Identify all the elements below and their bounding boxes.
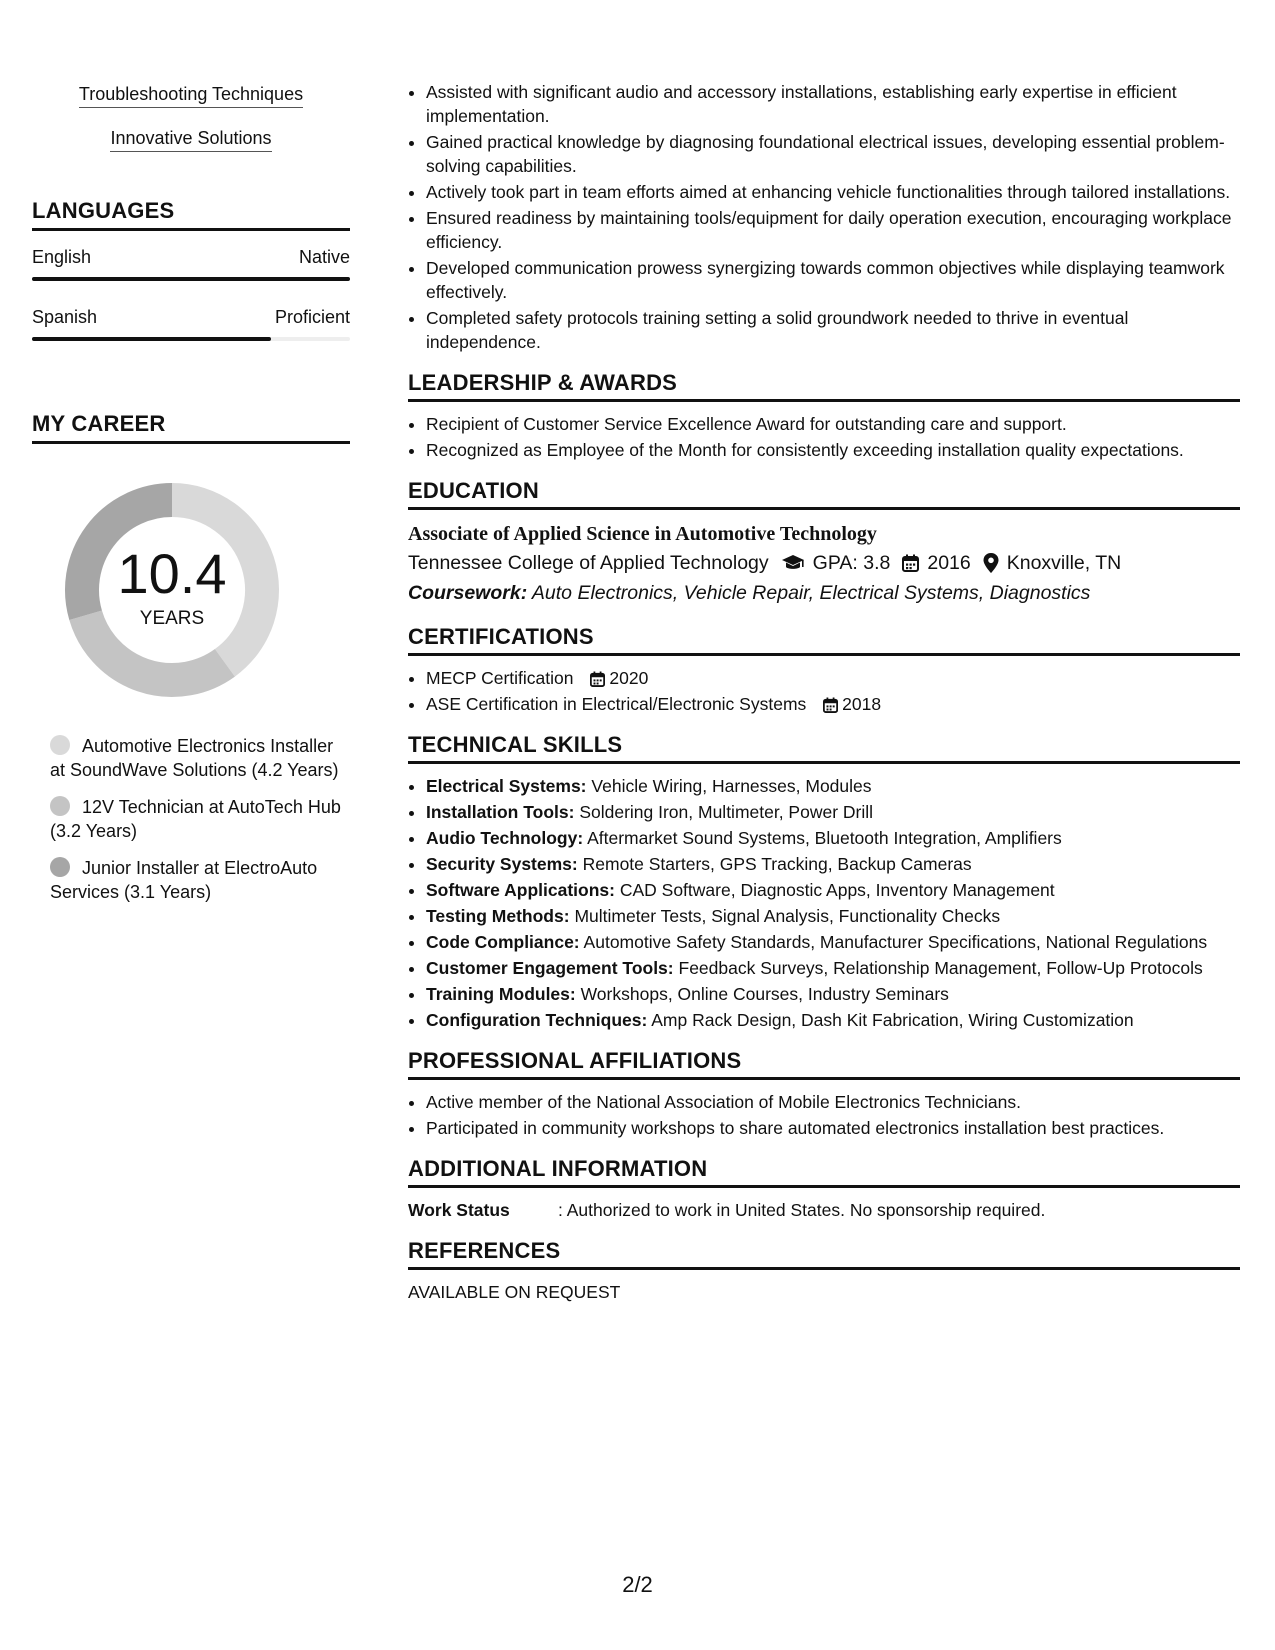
language-item (32, 307, 350, 341)
skill-value: Amp Rack Design, Dash Kit Fabrication, Wiring Customization (651, 1010, 1134, 1030)
career-legend-label: Junior Installer at ElectroAuto Services (3.1 Years) (50, 858, 318, 902)
technical-skills-list (408, 774, 1240, 1032)
coursework-label: Coursework: (408, 582, 528, 604)
skill-tag-label: Innovative Solutions (110, 126, 271, 152)
language-proficiency-fill (32, 337, 271, 341)
page-number: 2/2 (622, 1572, 653, 1597)
technical-skill-item (426, 878, 1240, 902)
skill-value: Workshops, Online Courses, Industry Seminars (580, 984, 949, 1004)
languages-title: LANGUAGES (32, 198, 350, 231)
career-title: MY CAREER (32, 411, 350, 444)
certifications-list (408, 666, 1240, 716)
technical-skill-item (426, 774, 1240, 798)
education-location: Knoxville, TN (1006, 552, 1122, 574)
technical-skill-item (426, 982, 1240, 1006)
calendar-icon (590, 671, 605, 687)
language-item (32, 247, 350, 281)
education-details (408, 548, 1240, 578)
location-pin-icon (983, 553, 999, 573)
language-level: Proficient (274, 307, 350, 327)
language-proficiency-bar (32, 277, 350, 281)
career-total-unit: YEARS (139, 608, 205, 629)
certification-name: MECP Certification (426, 668, 574, 688)
graduation-cap-icon (781, 554, 805, 572)
skill-label: Audio Technology: (426, 828, 584, 848)
career-legend-label: Automotive Electronics Installer at SoundWave Solutions (4.2 Years) (50, 736, 339, 780)
career-legend-item (50, 734, 350, 782)
technical-skill-item (426, 956, 1240, 980)
skill-label: Electrical Systems: (426, 776, 587, 796)
skill-label: Installation Tools: (426, 802, 575, 822)
skill-label: Security Systems: (426, 854, 578, 874)
technical-skill-item (426, 852, 1240, 876)
career-total-value: 10.4 (117, 542, 227, 605)
skill-value: Multimeter Tests, Signal Analysis, Functionality Checks (574, 906, 1001, 926)
awards-list (408, 412, 1240, 462)
skill-value: CAD Software, Diagnostic Apps, Inventory Management (619, 880, 1055, 900)
language-name: Spanish (32, 307, 98, 327)
certification-item (426, 692, 1240, 716)
calendar-icon (823, 697, 838, 713)
legend-dot-icon (50, 735, 70, 755)
technical-skills-title: TECHNICAL SKILLS (408, 732, 1240, 764)
skill-value: Automotive Safety Standards, Manufacturer Specifications, National Regulations (583, 932, 1208, 952)
right-column (408, 80, 1240, 1304)
skill-tag-label: Troubleshooting Techniques (79, 82, 303, 108)
award-item: • Recipient of Customer Service Excellence Award for outstanding care and support. (426, 412, 1240, 436)
education-title: EDUCATION (408, 478, 1240, 510)
skill-tag (32, 126, 350, 152)
certification-year: 2020 (609, 668, 649, 688)
legend-dot-icon (50, 796, 70, 816)
language-proficiency-fill (32, 277, 350, 281)
skill-label: Testing Methods: (426, 906, 570, 926)
technical-skill-item (426, 1008, 1240, 1032)
language-name: English (32, 247, 92, 267)
career-legend-label: 12V Technician at AutoTech Hub (3.2 Years) (50, 797, 341, 841)
references-title: REFERENCES (408, 1238, 1240, 1270)
skill-value: Vehicle Wiring, Harnesses, Modules (591, 776, 872, 796)
additional-info-title: ADDITIONAL INFORMATION (408, 1156, 1240, 1188)
education-gpa: GPA: 3.8 (812, 552, 891, 574)
career-legend-item (50, 856, 350, 904)
language-proficiency-bar (32, 337, 350, 341)
education-year: 2016 (927, 552, 971, 574)
affiliation-item: • Active member of the National Association of Mobile Electronics Technicians. (426, 1090, 1240, 1114)
additional-info-value: : Authorized to work in United States. No sponsorship required. (558, 1200, 1046, 1220)
skill-value: Remote Starters, GPS Tracking, Backup Cameras (582, 854, 972, 874)
skill-value: Soldering Iron, Multimeter, Power Drill (579, 802, 874, 822)
awards-title: LEADERSHIP & AWARDS (408, 370, 1240, 402)
left-column (32, 82, 350, 917)
experience-bullet: • Completed safety protocols training setting a solid groundwork needed to thrive in eventual independence. (426, 306, 1240, 354)
career-legend-item (50, 795, 350, 843)
technical-skill-item (426, 826, 1240, 850)
language-level: Native (298, 247, 350, 267)
experience-bullet: • Gained practical knowledge by diagnosing foundational electrical issues, developing essential problem-solving capabilities. (426, 130, 1240, 178)
skill-tag (32, 82, 350, 108)
additional-info-row (408, 1198, 1240, 1222)
career-legend (50, 734, 350, 904)
skill-value: Feedback Surveys, Relationship Management, Follow-Up Protocols (678, 958, 1203, 978)
technical-skill-item (426, 800, 1240, 824)
experience-bullet: • Ensured readiness by maintaining tools/equipment for daily operation execution, encouraging workplace efficiency. (426, 206, 1240, 254)
certification-year: 2018 (842, 694, 882, 714)
technical-skill-item (426, 904, 1240, 928)
affiliations-list (408, 1090, 1240, 1140)
certifications-title: CERTIFICATIONS (408, 624, 1240, 656)
education-school: Tennessee College of Applied Technology (408, 552, 769, 574)
skill-label: Configuration Techniques: (426, 1010, 648, 1030)
references-text: AVAILABLE ON REQUEST (408, 1282, 621, 1302)
award-item: • Recognized as Employee of the Month for consistently exceeding installation quality expectations. (426, 438, 1240, 462)
calendar-icon (902, 554, 919, 572)
affiliations-title: PROFESSIONAL AFFILIATIONS (408, 1048, 1240, 1080)
career-donut (64, 482, 280, 698)
skill-label: Code Compliance: (426, 932, 580, 952)
additional-info-label: Work Status (408, 1200, 510, 1220)
affiliation-item: • Participated in community workshops to share automated electronics installation best practices. (426, 1116, 1240, 1140)
certification-name: ASE Certification in Electrical/Electronic Systems (426, 694, 807, 714)
skill-label: Training Modules: (426, 984, 576, 1004)
experience-bullet: • Assisted with significant audio and accessory installations, establishing early expertise in efficient implementation. (426, 80, 1240, 128)
certification-item (426, 666, 1240, 690)
technical-skill-item (426, 930, 1240, 954)
coursework-value: Auto Electronics, Vehicle Repair, Electrical Systems, Diagnostics (531, 582, 1091, 604)
experience-bullet: • Developed communication prowess synergizing towards common objectives while displaying teamwork effectively. (426, 256, 1240, 304)
skill-value: Aftermarket Sound Systems, Bluetooth Integration, Amplifiers (587, 828, 1062, 848)
skill-label: Customer Engagement Tools: (426, 958, 674, 978)
skill-label: Software Applications: (426, 880, 615, 900)
education-degree: Associate of Applied Science in Automotive Technology (408, 523, 877, 545)
legend-dot-icon (50, 857, 70, 877)
experience-bullet: • Actively took part in team efforts aimed at enhancing vehicle functionalities through tailored installations. (426, 180, 1240, 204)
education-coursework (408, 578, 1240, 608)
experience-bullets (408, 80, 1240, 354)
